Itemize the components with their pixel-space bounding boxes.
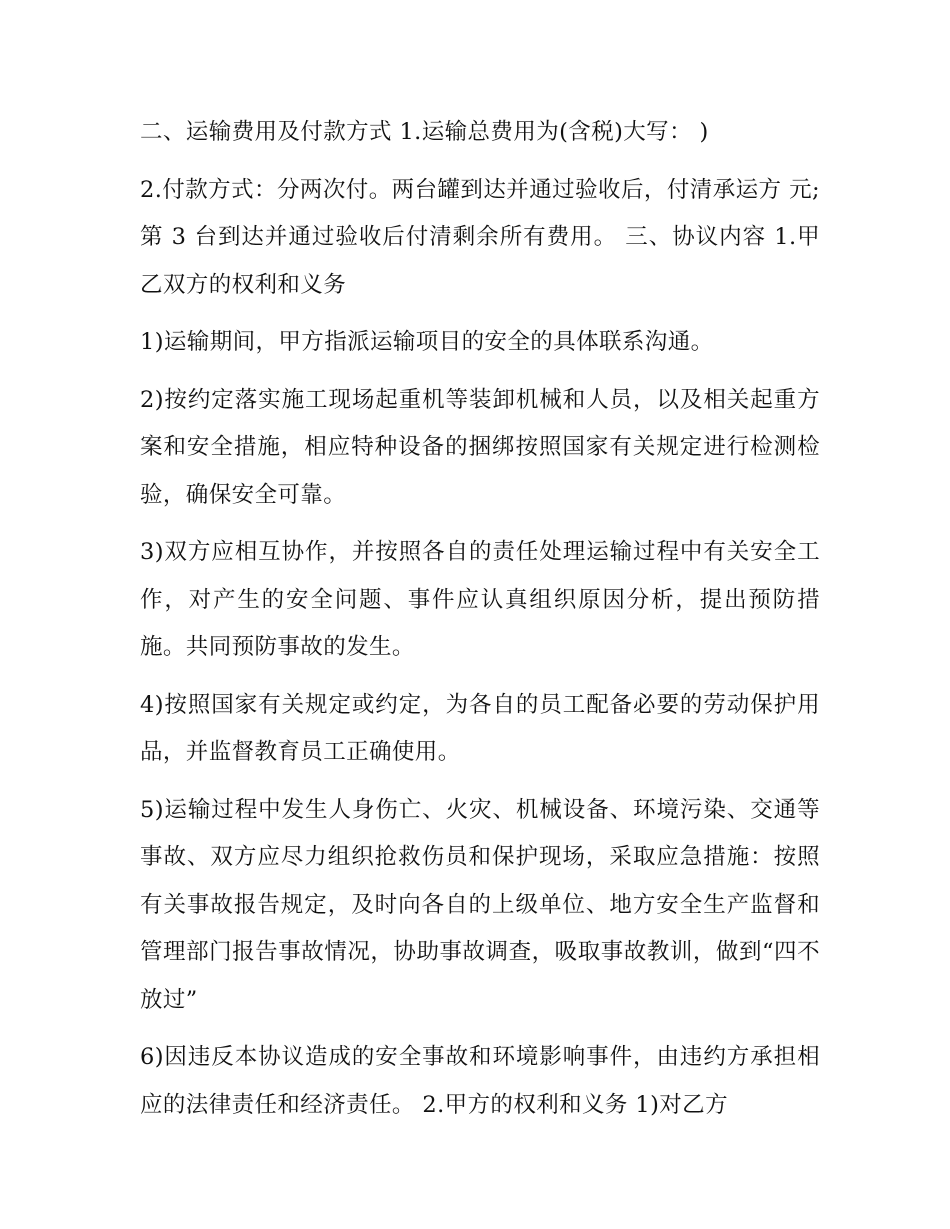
paragraph-clause-5: 5)运输过程中发生人身伤亡、火灾、机械设备、环境污染、交通等事故、双方应尽力组织抢救伤员和保护现场，采取应急措施：按照有关事故报告规定，及时向各自的上级单位、地方安全生产监督和管理部门报告事故情况，协助事故调查，吸取事故教训，做到“四不放过” bbox=[140, 796, 820, 1013]
paragraph-clause-2: 2)按约定落实施工现场起重机等装卸机械和人员，以及相关起重方案和安全措施，相应特种设备的捆绑按照国家有关规定进行检测检验，确保安全可靠。 bbox=[140, 386, 820, 508]
paragraph-clause-6: 6)因违反本协议造成的安全事故和环境影响事件，由违约方承担相应的法律责任和经济责任。 2.甲方的权利和义务 1)对乙方 bbox=[140, 1044, 820, 1118]
paragraph-clause-4: 4)按照国家有关规定或约定，为各自的员工配备必要的劳动保护用品，并监督教育员工正确使用。 bbox=[140, 691, 820, 765]
paragraph-payment-method: 2.付款方式：分两次付。两台罐到达并通过验收后，付清承运方 元;第 3 台到达并通过验收后付清剩余所有费用。 三、协议内容 1.甲乙双方的权利和义务 bbox=[140, 176, 820, 298]
document-body bbox=[140, 109, 820, 1139]
paragraph-clause-3: 3)双方应相互协作，并按照各自的责任处理运输过程中有关安全工作，对产生的安全问题、事件应认真组织原因分析，提出预防措施。共同预防事故的发生。 bbox=[140, 539, 820, 660]
paragraph-clause-1: 1)运输期间，甲方指派运输项目的安全的具体联系沟通。 bbox=[140, 329, 714, 355]
paragraph-payment-heading: 二、运输费用及付款方式 1.运输总费用为(含税)大写： ) bbox=[140, 119, 709, 145]
